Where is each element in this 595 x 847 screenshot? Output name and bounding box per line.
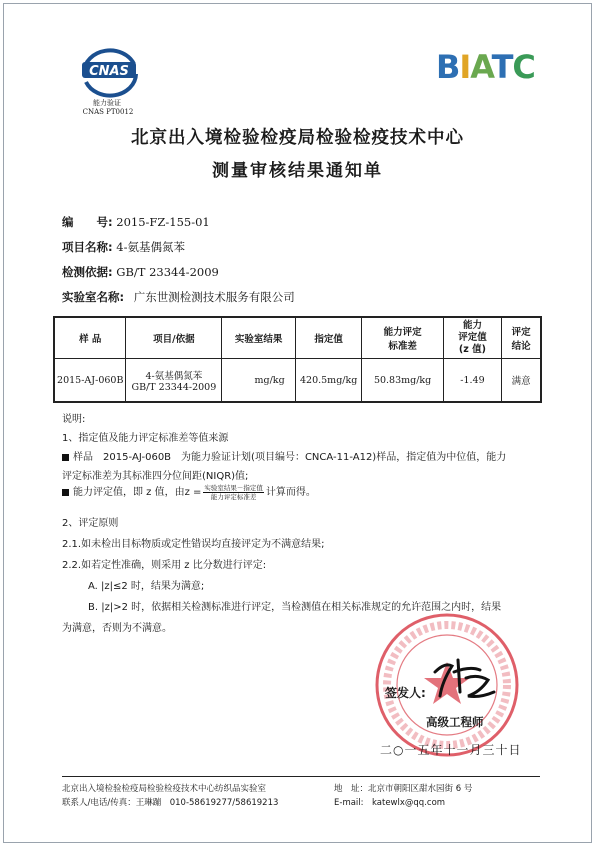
header-lab-result: 实验室结果 [222, 317, 296, 359]
note-1a: 样品 2015-AJ-060B 为能力验证计划(项目编号：CNCA-11-A12)样品，指定值为中位值，能力 [62, 448, 506, 463]
cell-z: -1.49 [443, 359, 501, 403]
note-b: B. |z|>2 时，依据相关检测标准进行评定，当检测值在相关标准规定的允许范围之内时，结果 [88, 602, 502, 613]
org-title: 北京出入境检验检疫局检验检疫技术中心 [131, 128, 464, 148]
bullet-square-icon [62, 489, 69, 496]
cell-sample: 2015-AJ-060B [54, 359, 126, 403]
lab-value: 广东世测检测技术服务有限公司 [133, 290, 295, 304]
signer-title: 高级工程师 [426, 715, 484, 729]
table-row [54, 359, 541, 403]
results-table [53, 316, 542, 403]
handwritten-signature [430, 652, 500, 706]
field-project [62, 239, 185, 255]
footer-lab-name: 北京出入境检验检疫局检验检疫技术中心纺织品实验室 [62, 784, 267, 794]
cell-item-standard: GB/T 23344-2009 [131, 381, 217, 393]
note-2: 2、评定原则 [62, 518, 119, 529]
header-std-dev: 能力评定 标准差 [362, 317, 443, 359]
project-value: 4-氨基偶氮苯 [116, 240, 185, 254]
table-header-row [54, 317, 541, 359]
field-basis [62, 264, 219, 280]
note-1: 1、指定值及能力评定标准差等值来源 [62, 433, 229, 444]
note-a: A. |z|≤2 时，结果为满意; [88, 581, 205, 592]
cell-assigned: 420.5mg/kg [295, 359, 362, 403]
header-conclusion: 评定 结论 [502, 317, 541, 359]
note-1b: 能力评定值，即 z 值，由z = $\frac{\text{实验室结果－指定值}}{\text{能力评定标准差}}$ 计算而得。 [62, 483, 316, 501]
cnas-logo [76, 42, 144, 98]
note-b-cont: 为满意，否则为不满意。 [62, 623, 172, 634]
header-item: 项目/依据 [126, 317, 222, 359]
notes-heading: 说明: [62, 414, 86, 425]
cell-lab-result: mg/kg [222, 359, 296, 403]
cnas-caption: 能力验证 [93, 99, 121, 107]
note-2-1: 2.1.如未检出目标物质或定性错误均直接评定为不满意结果; [62, 539, 325, 550]
number-value: 2015-FZ-155-01 [116, 215, 210, 229]
footer-contact: 联系人/电话/传真：王琳蹦 010-58619277/58619213 [62, 798, 279, 808]
cell-item-name: 4-氨基偶氮苯 [145, 370, 203, 382]
number-label: 编 号: [62, 215, 113, 229]
signer-label: 签发人: [385, 686, 426, 700]
lab-label: 实验室名称: [62, 290, 125, 304]
z-formula: $\frac{\text{实验室结果－指定值}}{\text{能力评定标准差}}$ [204, 483, 263, 501]
header-z: 能力 评定值 (z 值) [443, 317, 501, 359]
header-assigned: 指定值 [295, 317, 362, 359]
issue-date: 二○一五年十一月三十日 [380, 743, 522, 757]
biatc-logo: BIATC [436, 48, 535, 86]
basis-value: GB/T 23344-2009 [116, 265, 219, 279]
bullet-square-icon [62, 454, 69, 461]
header-sample: 样 品 [54, 317, 126, 359]
field-number [62, 214, 210, 230]
footer-divider [62, 776, 540, 777]
footer-email: E-mail: katewlx@qq.com [334, 798, 446, 808]
cell-item [126, 359, 222, 403]
project-label: 项目名称: [62, 240, 113, 254]
cnas-code: CNAS PT0012 [82, 108, 134, 116]
cell-conclusion: 满意 [502, 359, 541, 403]
field-lab [62, 289, 295, 305]
doc-title: 测量审核结果通知单 [212, 161, 383, 181]
cnas-logo-text: CNAS [89, 64, 129, 79]
note-1a-cont: 评定标准差为其标准四分位间距(NIQR)值; [62, 471, 249, 482]
footer-address: 地 址：北京市朝阳区甜水园街 6 号 [334, 784, 473, 794]
basis-label: 检测依据: [62, 265, 113, 279]
cell-std-dev: 50.83mg/kg [362, 359, 443, 403]
note-2-2: 2.2.如若定性准确，则采用 z 比分数进行评定: [62, 560, 267, 571]
